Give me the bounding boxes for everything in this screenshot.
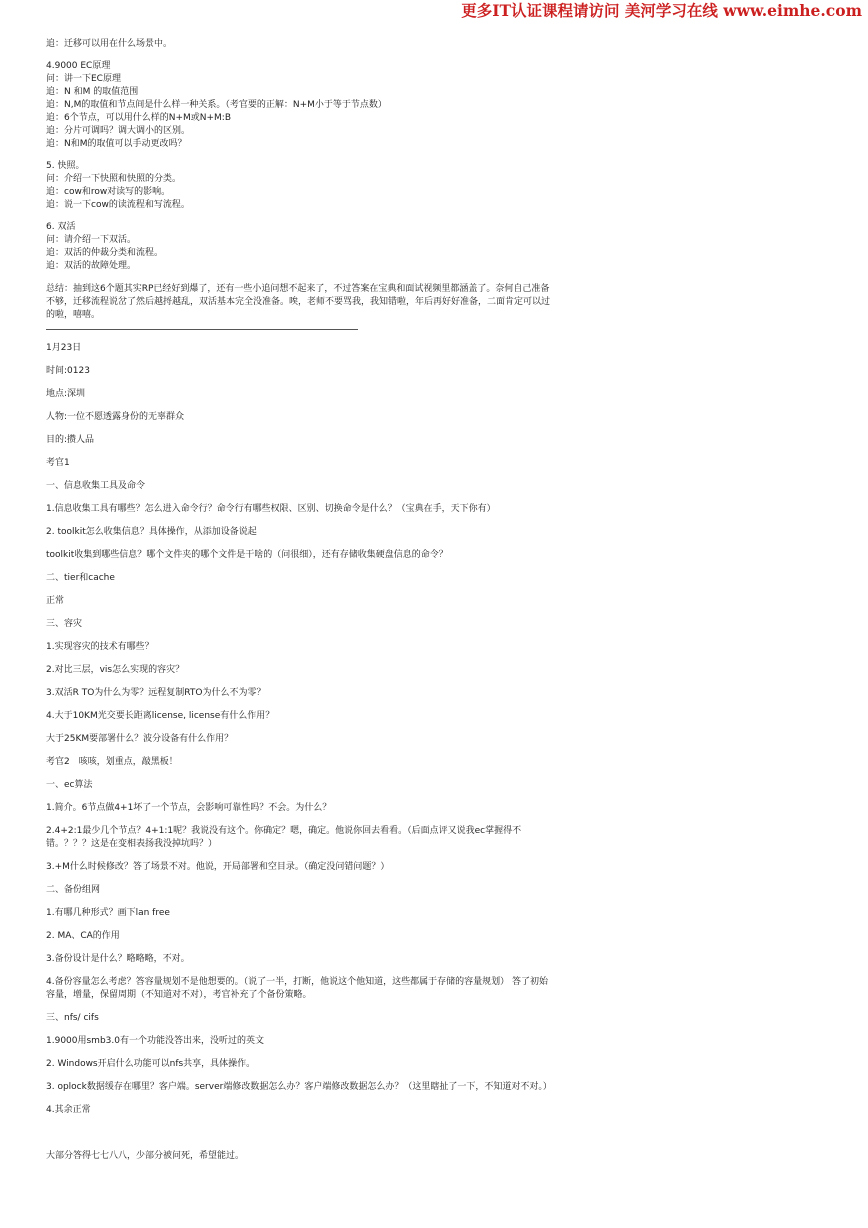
question-item: 3.+M什么时候修改？答了场景不对。他说，开局部署和空目录。（确定没问错问题？） [46, 862, 390, 872]
summary-paragraph: 总结：抽到这6个题其实RP已经好到爆了，还有一些小追问想不起来了，不过答案在宝典和面试视频里都涵盖了。奈何自己准备不够，迁移流程说岔了然后越捋越乱，双活基本完全没准备。唉，老师不要骂我，我知错啦，年后再好好准备，二面肯定可以过的啦，嘻嘻。 [46, 284, 551, 320]
question-item: 2.4+2:1最少几个节点？4+1:1呢？我说没有这个。你确定？嗯，确定。他说你回去看看。（后面点评又说我ec掌握得不错。？？？这是在变相表扬我没掉坑吗？） [46, 826, 522, 849]
active-active-section [46, 221, 551, 273]
question-item: 2. MA、CA的作用 [46, 931, 120, 941]
report-purpose: 目的:攒人品 [46, 435, 95, 445]
text-line: 追：说一下cow的读流程和写流程。 [46, 200, 190, 210]
question-item: 1.实现容灾的技术有哪些？ [46, 642, 154, 652]
question-item: 1.9000用smb3.0有一个功能没答出来，没听过的英文 [46, 1036, 264, 1046]
interview-report [46, 342, 551, 1163]
text-line: 问：讲一下EC原理 [46, 74, 121, 84]
question-item: toolkit收集到哪些信息？哪个文件夹的哪个文件是干啥的（问很细），还有存储收集硬盘信息的命令？ [46, 550, 448, 560]
topic-heading: 三、nfs/ cifs [46, 1013, 99, 1023]
question-item: 4.其余正常 [46, 1105, 91, 1115]
site-banner: 更多IT认证课程请访问 美河学习在线 www.eimhe.com [461, 1, 862, 20]
question-item: 1.信息收集工具有哪些？怎么进入命令行？命令行有哪些权限、区别、切换命令是什么？（宝典在手，天下你有） [46, 504, 496, 514]
section-heading: 5. 快照。 [46, 161, 85, 171]
question-item: 3.双活R TO为什么为零？远程复制RTO为什么不为零？ [46, 688, 266, 698]
text-line: 问：介绍一下快照和快照的分类。 [46, 174, 182, 184]
topic-heading: 一、信息收集工具及命令 [46, 481, 146, 491]
text-line: 追：6个节点，可以用什么样的N+M或N+M:B [46, 113, 232, 123]
text-line: 追：N,M的取值和节点间是什么样一种关系。（考官要的正解：N+M小于等于节点数） [46, 100, 387, 110]
question-item: 2. Windows开启什么功能可以nfs共享，具体操作。 [46, 1059, 256, 1069]
text-line: 追：双活的故障处理。 [46, 261, 137, 271]
question-item: 正常 [46, 596, 65, 606]
text-line: 追：分片可调吗？调大调小的区别。 [46, 126, 191, 136]
question-item: 4.备份容量怎么考虑？答容量规划不是他想要的。（说了一半，打断，他说这个他知道，这些都属于存储的容量规划） 答了初始容量，增量，保留周期（不知道对不对），考官补充了个备份策略。 [46, 977, 548, 1000]
report-time: 时间:0123 [46, 366, 90, 376]
text-line: 追：双活的仲裁分类和流程。 [46, 248, 164, 258]
question-item: 2.对比三层，vis怎么实现的容灾？ [46, 665, 185, 675]
topic-heading: 一、ec算法 [46, 780, 93, 790]
topic-heading: 二、tier和cache [46, 573, 115, 583]
text-line: 问：请介绍一下双活。 [46, 235, 137, 245]
ec-section [46, 60, 551, 151]
topic-heading: 三、容灾 [46, 619, 83, 629]
report-location: 地点:深圳 [46, 389, 86, 399]
text-line: 追：N 和M 的取值范围 [46, 87, 139, 97]
question-item: 大于25KM要部署什么？波分设备有什么作用？ [46, 734, 234, 744]
report-date: 1月23日 [46, 343, 82, 353]
question-item: 3. oplock数据缓存在哪里？客户端。server端修改数据怎么办？客户端修改数据怎么办？（这里瞎扯了一下，不知道对不对。） [46, 1082, 552, 1092]
divider-rule [46, 329, 358, 330]
closing-remark: 大部分答得七七八八，少部分被问死，希望能过。 [46, 1151, 245, 1161]
top-followup [46, 38, 551, 51]
question-item: 1.简介。6节点做4+1坏了一个节点，会影响可靠性吗？不会。为什么？ [46, 803, 332, 813]
question-item: 2. toolkit怎么收集信息？具体操作，从添加设备说起 [46, 527, 257, 537]
text-line: 追：cow和row对读写的影响。 [46, 187, 171, 197]
text-line: 追：N和M的取值可以手动更改吗？ [46, 139, 187, 149]
question-item: 3.备份设计是什么？略略略，不对。 [46, 954, 190, 964]
report-person: 人物:一位不愿透露身份的无辜群众 [46, 412, 185, 422]
text-line: 追：迁移可以用在什么场景中。 [46, 39, 173, 49]
question-item: 4.大于10KM光交要长距离license, license有什么作用？ [46, 711, 275, 721]
examiner-heading: 考官1 [46, 458, 70, 468]
topic-heading: 二、备份组网 [46, 885, 101, 895]
document-body [46, 38, 551, 1173]
section-heading: 4.9000 EC原理 [46, 61, 111, 71]
section-heading: 6. 双活 [46, 222, 76, 232]
examiner-heading: 考官2 咳咳，划重点，敲黑板！ [46, 757, 178, 767]
snapshot-section [46, 160, 551, 212]
question-item: 1.有哪几种形式？画下lan free [46, 908, 170, 918]
